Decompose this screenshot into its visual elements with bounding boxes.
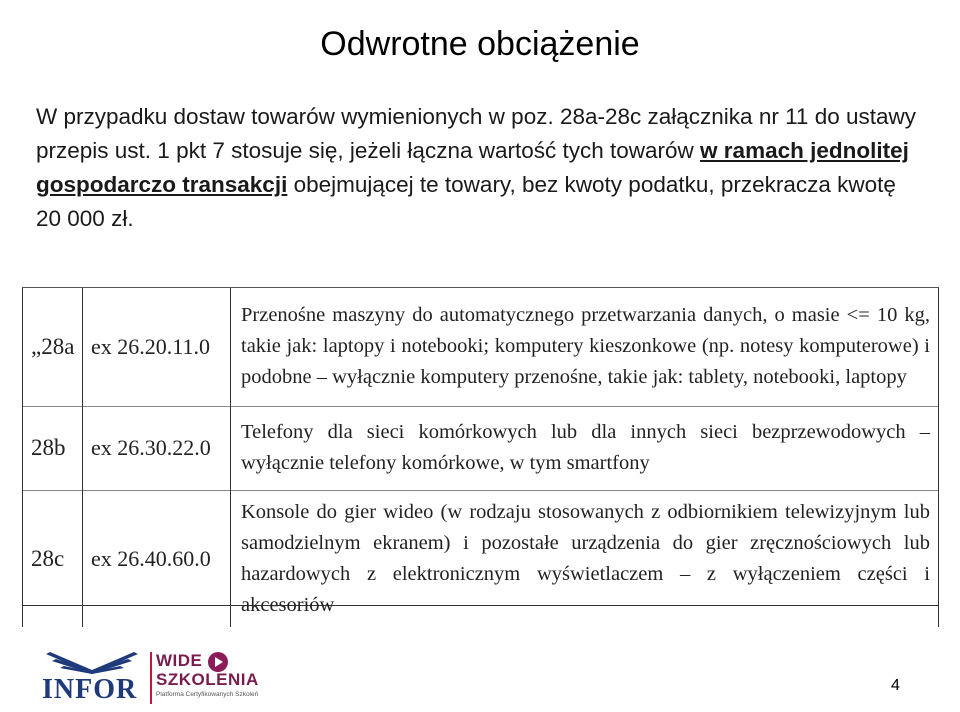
wide-wordmark: WIDE	[156, 651, 203, 670]
position-cell: 28b	[23, 406, 83, 490]
table-row	[23, 288, 939, 406]
logo-divider	[150, 652, 152, 704]
page-number: 4	[891, 677, 900, 694]
description-cell: Konsole do gier wideo (w rodzaju stosowanych z odbiornikiem telewizyjnym lub samodzielnym ekranem) i pozostałe urządzenia do gier zręcznościowych lub hazardowych z elektronicznym wyświetlaczem – z wyłączeniem części i akcesoriów	[231, 490, 939, 627]
goods-table	[22, 287, 939, 616]
cn-code-cell: ex 26.20.11.0	[83, 288, 231, 406]
description-cell: Telefony dla sieci komórkowych lub dla innych sieci bezprzewodowych – wyłącznie telefony komórkowe, w tym smartfony	[231, 406, 939, 490]
cn-code-cell: ex 26.30.22.0	[83, 406, 231, 490]
slide-title: Odwrotne obciążenie	[320, 25, 640, 63]
paragraph-text-part2: obejmującej te towary, bez kwoty podatku, przekracza kwotę 20 000 zł.	[36, 172, 896, 231]
wide-tagline: Platforma Certyfikowanych Szkoleń	[156, 691, 259, 698]
paragraph-text-part1: W przypadku dostaw towarów wymienionych w poz. 28a-28c załącznika nr 11 do ustawy przepis ust. 1 pkt 7 stosuje się, jeżeli łączna wartość tych towarów	[36, 104, 916, 163]
position-cell: „28a	[23, 288, 83, 406]
cn-code-cell: ex 26.40.60.0	[83, 490, 231, 627]
table-row	[23, 406, 939, 490]
wide-szkolenia-logo	[156, 651, 276, 707]
description-cell: Przenośne maszyny do automatycznego przetwarzania danych, o masie <= 10 kg, takie jak: laptopy i notebooki; komputery kieszonkowe (np. notesy komputerowe) i podobne – wyłącznie komputery przenośne, takie jak: tablety, notebooki, laptopy	[231, 288, 939, 406]
szkolenia-wordmark: SZKOLENIA	[156, 670, 259, 689]
infor-wordmark: INFOR	[42, 674, 138, 705]
play-icon	[208, 652, 228, 672]
infor-logo	[40, 648, 148, 706]
wings-icon	[42, 648, 142, 676]
table-row	[23, 490, 939, 627]
position-cell: 28c	[23, 490, 83, 627]
paragraph-emphasis: w ramach jednolitej gospodarczo transakcji	[36, 138, 909, 197]
intro-paragraph	[36, 100, 926, 236]
